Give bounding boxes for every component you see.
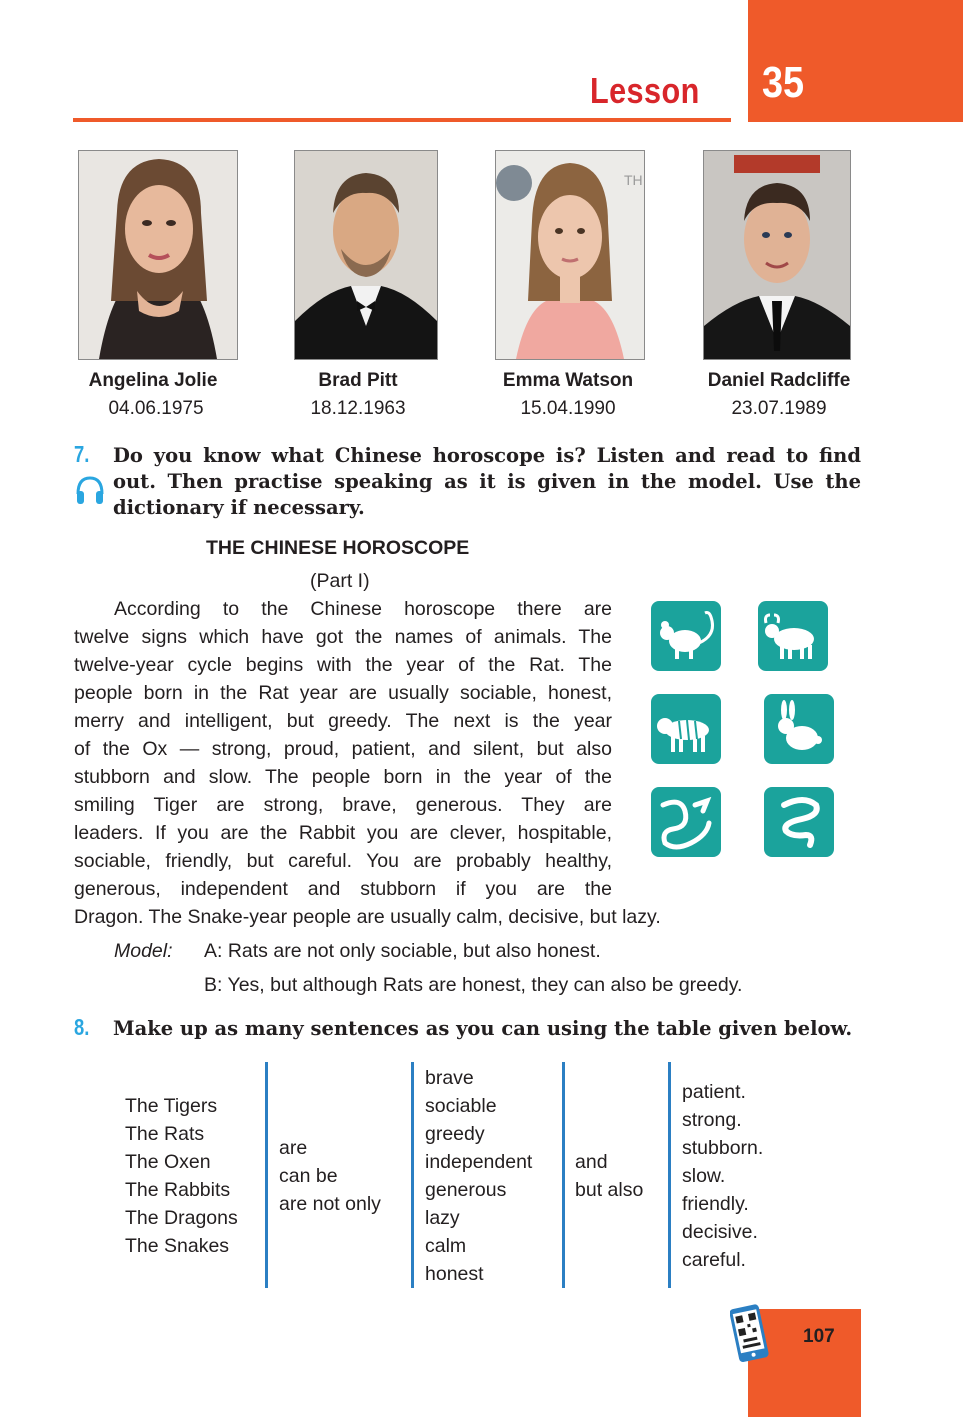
table-divider — [265, 1062, 268, 1288]
table-cell: slow. — [682, 1165, 726, 1187]
table-column-subjects — [125, 1092, 238, 1260]
table-divider — [562, 1062, 565, 1288]
photo-angelina-jolie — [78, 150, 238, 360]
caption-name: Brad Pitt — [318, 370, 398, 391]
table-cell: honest — [425, 1263, 484, 1285]
paragraph-line: twelve-year cycle begins with the year of the Rat. The — [74, 654, 612, 676]
table-cell: The Tigers — [125, 1095, 218, 1117]
model-label: Model: — [114, 940, 173, 962]
table-cell: strong. — [682, 1109, 742, 1131]
table-cell: are — [279, 1137, 308, 1159]
table-cell: patient. — [682, 1081, 746, 1103]
reading-title: THE CHINESE HOROSCOPE — [206, 537, 470, 559]
rat-icon — [651, 601, 721, 671]
lesson-title: Lesson — [590, 70, 700, 111]
table-cell: stubborn. — [682, 1137, 764, 1159]
snake-icon — [764, 787, 834, 857]
paragraph-line: people born in the Rat year are usually sociable, honest, — [74, 682, 612, 704]
paragraph-line: twelve signs which have got the names of animals. The — [74, 626, 612, 648]
table-cell: The Oxen — [125, 1151, 211, 1173]
qr-phone-icon[interactable] — [730, 1302, 770, 1364]
photo-brad-pitt — [294, 150, 438, 360]
paragraph-line: generous, independent and stubborn if you are the — [74, 878, 612, 900]
model-line-a: A: Rats are not only sociable, but also honest. — [204, 940, 601, 962]
dragon-icon — [651, 787, 721, 857]
table-cell: The Snakes — [125, 1235, 230, 1257]
table-cell: brave — [425, 1067, 474, 1089]
table-cell: can be — [279, 1165, 338, 1187]
lesson-number: 35 — [762, 58, 805, 107]
table-cell: decisive. — [682, 1221, 758, 1243]
model-line-b: B: Yes, but although Rats are honest, they can also be greedy. — [204, 974, 743, 996]
table-cell: friendly. — [682, 1193, 749, 1215]
exercise-number: 8. — [74, 1014, 90, 1040]
table-cell: The Rabbits — [125, 1179, 231, 1201]
paragraph-line: merry and intelligent, but greedy. The next is the year — [74, 710, 612, 732]
table-cell: calm — [425, 1235, 467, 1257]
exercise-instruction: Make up as many sentences as you can using the table given below. — [113, 1017, 853, 1040]
tiger-icon — [651, 694, 721, 764]
table-cell: but also — [575, 1179, 644, 1201]
headphones-icon — [74, 474, 106, 506]
caption-name: Daniel Radcliffe — [707, 370, 851, 391]
table-cell: sociable — [425, 1095, 497, 1117]
table-column-adjectives — [425, 1064, 532, 1288]
caption-date: 15.04.1990 — [520, 398, 616, 419]
paragraph-line: smiling Tiger are strong, brave, generous. They are — [74, 794, 612, 816]
table-column-qualities — [682, 1078, 763, 1274]
table-cell: greedy — [425, 1123, 485, 1145]
table-cell: careful. — [682, 1249, 746, 1271]
caption-name: Emma Watson — [502, 370, 634, 391]
exercise-instruction: Do you know what Chinese horoscope is? Listen and read to find out. Then practise speaking as it is given in the model. Use the dictionary if necessary. — [113, 444, 861, 519]
reading-subtitle: (Part I) — [310, 570, 370, 592]
svg-text:TH: TH — [624, 172, 643, 188]
table-cell: The Rats — [125, 1123, 205, 1145]
table-cell: The Dragons — [125, 1207, 238, 1229]
paragraph-line: of the Ox — strong, proud, patient, and silent, but also — [74, 738, 612, 760]
paragraph-line: sociable, friendly, but careful. You are probably healthy, — [74, 850, 612, 872]
photo-daniel-radcliffe — [703, 150, 851, 360]
page-number: 107 — [803, 1326, 835, 1347]
caption-name: Angelina Jolie — [88, 370, 218, 391]
table-cell: and — [575, 1151, 608, 1173]
exercise-number: 7. — [74, 441, 90, 467]
photo-emma-watson — [495, 150, 645, 360]
table-cell: lazy — [425, 1207, 460, 1229]
table-divider — [668, 1062, 671, 1288]
paragraph-line: stubborn and slow. The people born in the year of the — [74, 766, 612, 788]
table-column-connectors — [575, 1148, 643, 1204]
caption-date: 18.12.1963 — [310, 398, 406, 419]
paragraph-line: Dragon. The Snake-year people are usually calm, decisive, but lazy. — [74, 906, 661, 928]
paragraph-line: According to the Chinese horoscope there are — [114, 598, 612, 620]
rabbit-icon — [764, 694, 834, 764]
table-column-verbs — [279, 1134, 381, 1218]
ox-icon — [758, 601, 828, 671]
table-divider — [411, 1062, 414, 1288]
caption-date: 23.07.1989 — [731, 398, 827, 419]
paragraph-line: leaders. If you are the Rabbit you are clever, hospitable, — [74, 822, 612, 844]
caption-date: 04.06.1975 — [108, 398, 204, 419]
header-rule — [73, 118, 731, 122]
table-cell: generous — [425, 1179, 507, 1201]
table-cell: independent — [425, 1151, 533, 1173]
table-cell: are not only — [279, 1193, 381, 1215]
